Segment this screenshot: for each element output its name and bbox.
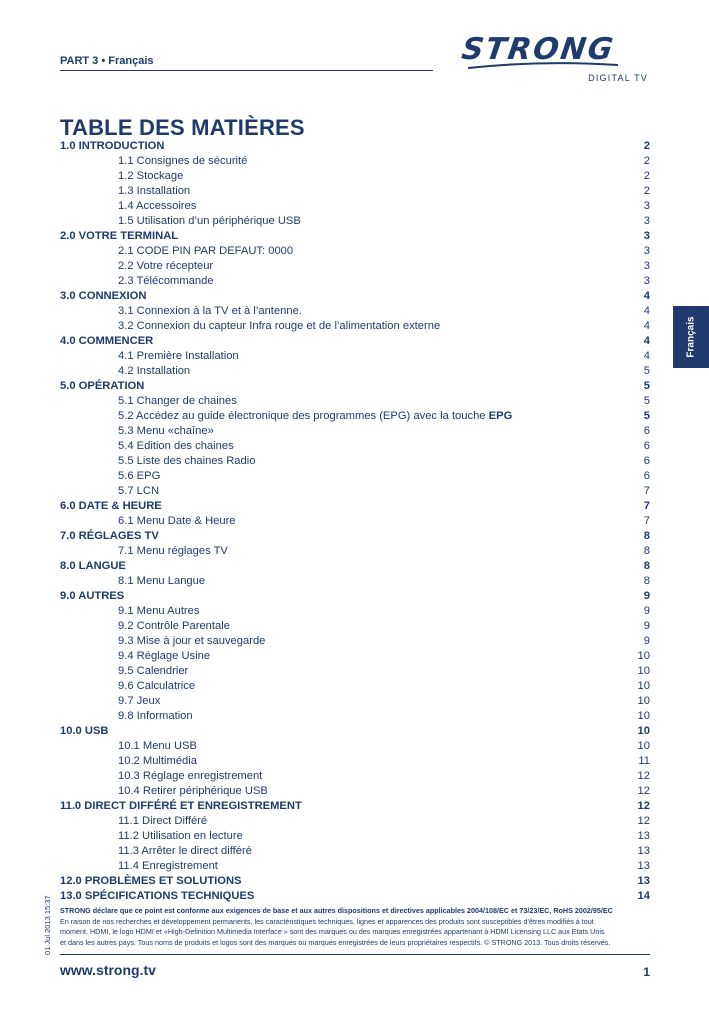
toc-entry-title (60, 619, 230, 634)
toc-entry-title (60, 844, 252, 859)
toc-entry-text: 9.2 Contrôle Parentale (118, 620, 230, 632)
toc-page-number: 7 (643, 515, 650, 527)
toc-entry-text: 7.1 Menu réglages TV (118, 545, 228, 557)
toc-subsection-entry[interactable] (60, 574, 650, 589)
toc-entry-title (60, 799, 302, 814)
toc-entry-text: 5.4 Edition des chaines (118, 440, 234, 452)
toc-page-number: 5 (643, 380, 650, 392)
toc-entry-text: 1.0 INTRODUCTION (60, 140, 165, 152)
toc-entry-text: 9.1 Menu Autres (118, 605, 200, 617)
toc-section-entry[interactable] (60, 589, 650, 604)
legal-line: et dans les autres pays. Tous noms de produits et logos sont des marques ou marques enregistrées de leurs propriétaires respectifs. © STRONG 2013. Tous droits réservés. (60, 937, 611, 947)
toc-page-number: 3 (643, 230, 650, 242)
toc-page-number: 2 (643, 170, 650, 182)
part-label: PART 3 • Français (60, 55, 154, 67)
toc-section-entry[interactable] (60, 529, 650, 544)
toc-subsection-entry[interactable] (60, 454, 650, 469)
toc-entry-text: 5.6 EPG (118, 470, 161, 482)
toc-page-number: 10 (637, 725, 650, 737)
toc-entry-title (60, 154, 247, 169)
toc-page-number: 10 (637, 695, 650, 707)
toc-page-number: 6 (643, 470, 650, 482)
toc-entry-title (60, 469, 160, 484)
toc-page-number: 2 (643, 185, 650, 197)
conformity-statement: STRONG déclare que ce point est conforme aux exigences de base et aux autres dispositions et directives applicables 2004/108/EC et 73/23/EC, RoHS 2002/95/EC (60, 906, 613, 915)
logo-wordmark: STRONG (459, 32, 617, 67)
toc-page-number: 13 (637, 830, 650, 842)
strong-logo (459, 32, 652, 88)
toc-subsection-entry[interactable] (60, 694, 650, 709)
document-code: 01 Jul 2013 15:37 (43, 895, 52, 955)
toc-entry-text: 13.0 SPÉCIFICATIONS TECHNIQUES (60, 890, 255, 902)
toc-entry-text: 4.1 Première Installation (118, 350, 239, 362)
toc-entry-text: 4.0 COMMENCER (60, 335, 154, 347)
toc-page-number: 3 (643, 275, 650, 287)
toc-page-number: 3 (643, 260, 650, 272)
toc-subsection-entry[interactable] (60, 634, 650, 649)
toc-entry-text: 9.4 Réglage Usine (118, 650, 211, 662)
toc-entry-title (60, 769, 262, 784)
toc-entry-text: 11.4 Enregistrement (118, 860, 218, 872)
toc-entry-title (60, 514, 236, 529)
toc-page-number: 11 (638, 755, 650, 767)
toc-subsection-entry[interactable] (60, 619, 650, 634)
toc-entry-text: 9.3 Mise à jour et sauvegarde (118, 635, 266, 647)
toc-section-entry[interactable] (60, 799, 650, 814)
toc-entry-text: 6.1 Menu Date & Heure (118, 515, 236, 527)
toc-entry-title (60, 289, 146, 304)
toc-entry-text: 8.0 LANGUE (60, 560, 126, 572)
toc-subsection-entry[interactable] (60, 274, 650, 289)
toc-subsection-entry[interactable] (60, 784, 650, 799)
toc-page-number: 4 (643, 350, 650, 362)
toc-entry-text: 10.3 Réglage enregistrement (118, 770, 263, 782)
legal-notice (60, 906, 650, 948)
toc-page-number: 10 (637, 680, 650, 692)
toc-page-number: 7 (643, 485, 650, 497)
toc-entry-text: 1.4 Accessoires (118, 200, 197, 212)
toc-page-number: 5 (643, 395, 650, 407)
toc-page-number: 12 (637, 800, 650, 812)
toc-entry-title (60, 274, 214, 289)
toc-section-entry[interactable] (60, 139, 650, 154)
toc-entry-title (60, 574, 205, 589)
toc-subsection-entry[interactable] (60, 409, 650, 424)
toc-page-number: 4 (643, 335, 650, 347)
toc-page-number: 9 (643, 590, 650, 602)
toc-page-number: 9 (643, 635, 650, 647)
toc-page-number: 10 (637, 665, 650, 677)
legal-line: moment. HDMI, le logo HDMI et «High-Definition Multimedia Interface » sont des marques ou des marques enregistrées appartenant à HDMI Licensing LLC aux Etats Unis (60, 927, 605, 937)
toc-entry-title (60, 454, 255, 469)
toc-entry-emphasis: EPG (488, 410, 513, 422)
toc-entry-text: 2.2 Votre récepteur (118, 260, 214, 272)
toc-page-number: 2 (643, 140, 650, 152)
toc-page-number: 14 (637, 890, 650, 902)
toc-entry-title (60, 304, 302, 319)
toc-entry-title (60, 709, 193, 724)
toc-entry-text: 11.2 Utilisation en lecture (118, 830, 243, 842)
toc-page-number: 4 (643, 305, 650, 317)
toc-subsection-entry[interactable] (60, 844, 650, 859)
toc-entry-text: 7.0 RÉGLAGES TV (60, 530, 159, 542)
toc-page-number: 2 (643, 155, 650, 167)
toc-entry-text: 9.7 Jeux (118, 695, 161, 707)
toc-entry-title (60, 169, 183, 184)
toc-entry-text: 1.2 Stockage (118, 170, 184, 182)
toc-entry-text: 5.1 Changer de chaines (118, 395, 237, 407)
toc-entry-title (60, 244, 293, 259)
toc-entry-text: 2.1 CODE PIN PAR DEFAUT: 0000 (118, 245, 294, 257)
toc-subsection-entry[interactable] (60, 304, 650, 319)
toc-entry-title (60, 379, 144, 394)
toc-subsection-entry[interactable] (60, 679, 650, 694)
toc-entry-title (60, 739, 197, 754)
toc-entry-title (60, 424, 214, 439)
toc-entry-text: 1.3 Installation (118, 185, 191, 197)
toc-subsection-entry[interactable] (60, 349, 650, 364)
toc-entry-title (60, 589, 124, 604)
toc-subsection-entry[interactable] (60, 394, 650, 409)
toc-entry-title (60, 139, 164, 154)
toc-entry-title (60, 439, 234, 454)
toc-section-entry[interactable] (60, 889, 650, 904)
toc-entry-text: 9.8 Information (118, 710, 193, 722)
toc-entry-title (60, 874, 242, 889)
toc-section-entry[interactable] (60, 559, 650, 574)
toc-entry-text: 10.1 Menu USB (118, 740, 197, 752)
toc-subsection-entry[interactable] (60, 709, 650, 724)
toc-subsection-entry[interactable] (60, 469, 650, 484)
toc-subsection-entry[interactable] (60, 319, 650, 334)
toc-entry-text: 5.2 Accédez au guide électronique des programmes (EPG) avec la touche (118, 410, 489, 422)
toc-entry-title (60, 634, 265, 649)
toc-entry-text: 10.4 Retirer périphérique USB (118, 785, 268, 797)
toc-page-number: 3 (643, 215, 650, 227)
toc-entry-text: 10.0 USB (60, 725, 109, 737)
toc-page-number: 13 (637, 860, 650, 872)
toc-entry-title (60, 829, 243, 844)
toc-subsection-entry[interactable] (60, 814, 650, 829)
toc-entry-text: 9.6 Calculatrice (118, 680, 196, 692)
toc-page-number: 12 (637, 815, 650, 827)
toc-entry-title (60, 214, 301, 229)
toc-subsection-entry[interactable] (60, 514, 650, 529)
toc-page-number: 12 (637, 785, 650, 797)
toc-subsection-entry[interactable] (60, 829, 650, 844)
toc-entry-title (60, 754, 197, 769)
toc-title: TABLE DES MATIÈRES (60, 115, 305, 140)
toc-entry-title (60, 679, 195, 694)
toc-subsection-entry[interactable] (60, 154, 650, 169)
toc-page-number: 8 (643, 575, 650, 587)
toc-entry-text: 3.0 CONNEXION (60, 290, 147, 302)
toc-entry-text: 9.5 Calendrier (118, 665, 189, 677)
toc-page-number: 6 (643, 440, 650, 452)
toc-page-number: 3 (643, 200, 650, 212)
toc-section-entry[interactable] (60, 874, 650, 889)
toc-page-number: 12 (637, 770, 650, 782)
toc-entry-text: 3.1 Connexion à la TV et à l’antenne. (118, 305, 302, 317)
toc-entry-title (60, 364, 190, 379)
toc-subsection-entry[interactable] (60, 259, 650, 274)
toc-section-entry[interactable] (60, 724, 650, 739)
toc-entry-title (60, 319, 440, 334)
toc-subsection-entry[interactable] (60, 244, 650, 259)
toc-page-number: 7 (643, 500, 650, 512)
toc-page-number: 5 (643, 365, 650, 377)
legal-line: En raison de nos recherches et développement permanents, les caractéristiques techniques, lignes et apparences des produits sont susceptibles d’êtres modifiés à tout (60, 916, 594, 926)
toc-page-number: 9 (643, 620, 650, 632)
toc-page-number: 6 (643, 425, 650, 437)
toc-section-entry[interactable] (60, 229, 650, 244)
toc-entry-text: 5.0 OPÉRATION (60, 380, 145, 392)
toc-entry-text: 5.3 Menu «chaîne» (118, 425, 214, 437)
toc-entry-title (60, 784, 268, 799)
toc-entry-text: 5.5 Liste des chaines Radio (118, 455, 256, 467)
toc-subsection-entry[interactable] (60, 484, 650, 499)
toc-entry-title (60, 649, 210, 664)
toc-entry-title (60, 559, 126, 574)
toc-subsection-entry[interactable] (60, 769, 650, 784)
toc-section-entry[interactable] (60, 499, 650, 514)
toc-subsection-entry[interactable] (60, 544, 650, 559)
toc-entry-title (60, 664, 188, 679)
toc-entry-title (60, 724, 109, 739)
toc-entry-title (60, 544, 228, 559)
language-side-tab (673, 306, 709, 368)
toc-entry-text: 5.7 LCN (118, 485, 160, 497)
logo-swoosh-icon (468, 62, 618, 70)
toc-page-number: 13 (637, 845, 650, 857)
side-tab-label: Français (685, 316, 697, 358)
toc-subsection-entry[interactable] (60, 664, 650, 679)
toc-entry-text: 1.1 Consignes de sécurité (118, 155, 248, 167)
toc-entry-text: 8.1 Menu Langue (118, 575, 206, 587)
toc-entry-text: 9.0 AUTRES (60, 590, 125, 602)
toc-entry-title (60, 604, 199, 619)
toc-page-number: 8 (643, 560, 650, 572)
toc-entry-title (60, 259, 213, 274)
toc-entry-text: 2.3 Télécommande (118, 275, 214, 287)
toc-page-number: 8 (643, 545, 650, 557)
toc-entry-title (60, 184, 190, 199)
toc-entry-text: 12.0 PROBLÈMES ET SOLUTIONS (60, 875, 242, 887)
toc-entry-title (60, 229, 178, 244)
toc-entry-text: 10.2 Multimédia (118, 755, 197, 767)
toc-entry-title (60, 859, 218, 874)
toc-entry-title (60, 694, 160, 709)
toc-subsection-entry[interactable] (60, 424, 650, 439)
toc-page-number: 10 (637, 710, 650, 722)
toc-page-number: 4 (643, 290, 650, 302)
toc-subsection-entry[interactable] (60, 739, 650, 754)
toc-page-number: 10 (637, 650, 650, 662)
toc-subsection-entry[interactable] (60, 604, 650, 619)
toc-page-number: 9 (643, 605, 650, 617)
toc-subsection-entry[interactable] (60, 199, 650, 214)
toc-page-number: 3 (643, 245, 650, 257)
toc-section-entry[interactable] (60, 289, 650, 304)
toc-entry-text: 6.0 DATE & HEURE (60, 500, 162, 512)
toc-entry-text: 11.3 Arrêter le direct différé (118, 845, 252, 857)
toc-section-entry[interactable] (60, 334, 650, 349)
website-link[interactable]: www.strong.tv (60, 962, 156, 978)
toc-entry-text: 3.2 Connexion du capteur Infra rouge et de l’alimentation externe (118, 320, 441, 332)
toc-subsection-entry[interactable] (60, 364, 650, 379)
toc-entry-text: 4.2 Installation (118, 365, 191, 377)
page-number: 1 (643, 965, 650, 979)
toc-page-number: 13 (637, 875, 650, 887)
logo-tagline: DIGITAL TV (588, 73, 648, 83)
toc-subsection-entry[interactable] (60, 859, 650, 874)
toc-subsection-entry[interactable] (60, 184, 650, 199)
toc-entry-text: 1.5 Utilisation d’un périphérique USB (118, 215, 301, 227)
toc-entry-title (60, 199, 196, 214)
toc-entry-title (60, 349, 239, 364)
toc-subsection-entry[interactable] (60, 754, 650, 769)
toc-page-number: 5 (643, 410, 650, 422)
toc-subsection-entry[interactable] (60, 214, 650, 229)
toc-entry-text: 2.0 VOTRE TERMINAL (60, 230, 179, 242)
toc-subsection-entry[interactable] (60, 439, 650, 454)
toc-entry-title (60, 484, 159, 499)
toc-page-number: 6 (643, 455, 650, 467)
toc-entry-title (60, 529, 159, 544)
toc-page-number: 4 (643, 320, 650, 332)
toc-entry-title (60, 499, 162, 514)
toc-entry-title (60, 409, 512, 424)
toc-entry-text: 11.0 DIRECT DIFFÉRÉ ET ENREGISTREMENT (60, 800, 302, 812)
toc-entry-text: 11.1 Direct Différé (118, 815, 208, 827)
toc-subsection-entry[interactable] (60, 169, 650, 184)
toc-section-entry[interactable] (60, 379, 650, 394)
toc-entry-title (60, 889, 254, 904)
toc-page-number: 10 (637, 740, 650, 752)
table-of-contents (60, 139, 650, 904)
toc-entry-title (60, 334, 153, 349)
toc-page-number: 8 (643, 530, 650, 542)
toc-entry-title (60, 814, 207, 829)
footer-divider (60, 954, 650, 955)
toc-subsection-entry[interactable] (60, 649, 650, 664)
header-divider (60, 70, 433, 71)
toc-entry-title (60, 394, 237, 409)
